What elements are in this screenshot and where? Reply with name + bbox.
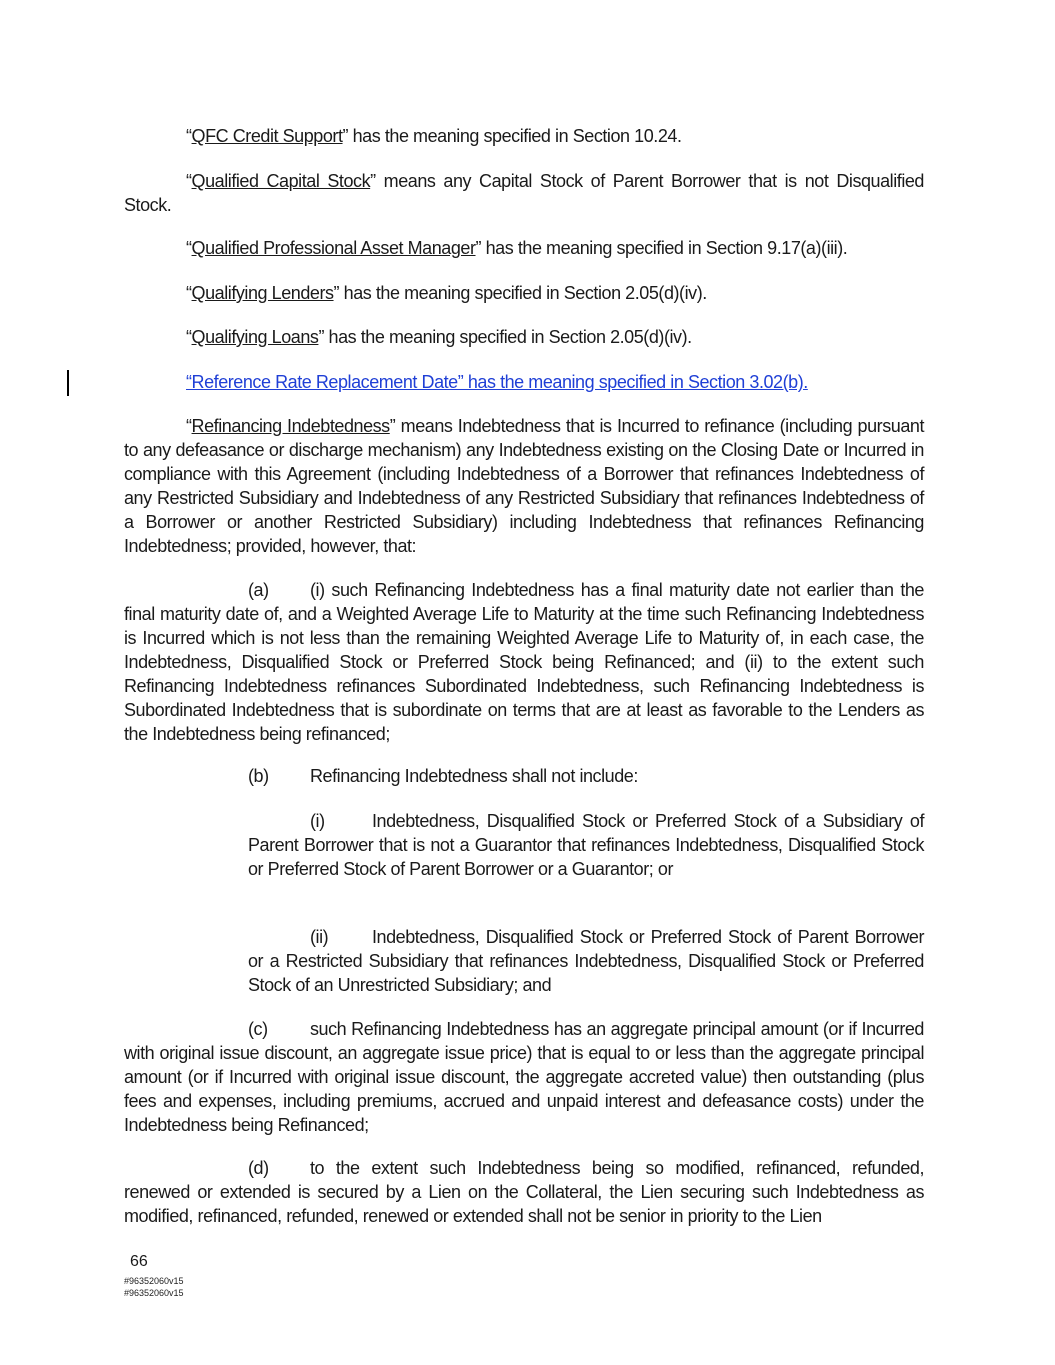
clause-marker: (ii) xyxy=(310,927,329,947)
open-quote: “ xyxy=(186,171,192,191)
definition-text: ” means Indebtedness that is Incurred to refinance (including pursuant to any defeasance or discharge mechanism) any Indebtedness existing on the Closing Date or Incurred in compliance with this Agreement (including Indebtedness of a Borrower that refinances Indebtedness of any Restricted Subsidiary and Indebtedness of any Restricted Subsidiary that refinances Indebtedness of a Borrower or another Restricted Subsidiary) including Indebtedness that refinances Refinancing Indebtedness; provided, however, that: xyxy=(124,416,924,556)
clause-c xyxy=(124,1017,924,1137)
open-quote: “ xyxy=(186,327,192,347)
definition-qualifying-lenders xyxy=(124,281,924,305)
defined-term: Refinancing Indebtedness xyxy=(191,416,390,436)
clause-b-ii xyxy=(248,925,924,997)
clause-marker: (c) xyxy=(248,1019,268,1039)
defined-term: Qualified Capital Stock xyxy=(191,171,371,191)
clause-text: such Refinancing Indebtedness has an aggregate principal amount (or if Incurred with original issue discount, an aggregate issue price) that is equal to or less than the aggregate principal amount (or if Incurred with original issue discount, the aggregate accreted value) then outstanding (plus fees and expenses, including premiums, accrued and unpaid interest and defeasance costs) under the Indebtedness being Refinanced; xyxy=(124,1019,924,1135)
defined-term: QFC Credit Support xyxy=(191,126,343,146)
open-quote: “ xyxy=(186,126,192,146)
open-quote: “ xyxy=(186,238,192,258)
clause-b-i xyxy=(248,809,924,881)
clause-text: (i) such Refinancing Indebtedness has a final maturity date not earlier than the final maturity date of, and a Weighted Average Life to Maturity at the time such Refinancing Indebtedness is Incurred which is not less than the remaining Weighted Average Life to Maturity of, in each case, the Indebtedness, Disqualified Stock or Preferred Stock being Refinanced; and (ii) to the extent such Refinancing Indebtedness refinances Subordinated Indebtedness, such Refinancing Indebtedness is Subordinated Indebtedness that is subordinate on terms that are at least as favorable to the Lenders as the Indebtedness being refinanced; xyxy=(124,580,924,744)
definition-qfc-credit-support xyxy=(124,124,924,148)
open-quote: “ xyxy=(186,416,192,436)
defined-term: Qualifying Loans xyxy=(191,327,319,347)
definition-text: ” has the meaning specified in Section 2.05(d)(iv). xyxy=(318,327,692,347)
definition-qualifying-loans xyxy=(124,325,924,349)
clause-b xyxy=(124,764,924,788)
inserted-text: “Reference Rate Replacement Date” has the meaning specified in Section 3.02(b). xyxy=(186,372,808,392)
defined-term: Qualified Professional Asset Manager xyxy=(191,238,476,258)
definition-reference-rate-replacement-date xyxy=(124,370,924,394)
open-quote: “ xyxy=(186,283,192,303)
clause-marker: (b) xyxy=(248,766,269,786)
clause-text: Refinancing Indebtedness shall not include: xyxy=(310,766,638,786)
definition-text: ” has the meaning specified in Section 9.17(a)(iii). xyxy=(475,238,848,258)
definition-qualified-capital-stock xyxy=(124,169,924,217)
clause-text: Indebtedness, Disqualified Stock or Preferred Stock of Parent Borrower or a Restricted Subsidiary that refinances Indebtedness, Disqualified Stock or Preferred Stock of an Unrestricted Subsidiary; and xyxy=(248,927,924,995)
clause-marker: (d) xyxy=(248,1158,269,1178)
clause-a xyxy=(124,578,924,746)
clause-text: to the extent such Indebtedness being so modified, refinanced, refunded, renewed or extended is secured by a Lien on the Collateral, the Lien securing such Indebtedness as modified, refinanced, refunded, renewed or extended shall not be senior in priority to the Lien xyxy=(124,1158,924,1226)
defined-term: Qualifying Lenders xyxy=(191,283,334,303)
clause-marker: (a) xyxy=(248,580,269,600)
clause-d xyxy=(124,1156,924,1228)
definition-text: ” means any Capital Stock of Parent Borrower that is not Disqualified Stock. xyxy=(124,171,924,215)
document-id: #96352060v15 xyxy=(124,1288,184,1298)
clause-marker: (i) xyxy=(310,811,325,831)
definition-text: ” has the meaning specified in Section 10.24. xyxy=(342,126,682,146)
definition-refinancing-indebtedness xyxy=(124,414,924,558)
page-number: 66 xyxy=(130,1253,148,1270)
definition-text: ” has the meaning specified in Section 2.05(d)(iv). xyxy=(333,283,707,303)
definition-qualified-professional-asset-manager xyxy=(124,236,924,260)
document-id: #96352060v15 xyxy=(124,1276,184,1286)
change-bar xyxy=(67,370,69,396)
clause-text: Indebtedness, Disqualified Stock or Preferred Stock of a Subsidiary of Parent Borrower that is not a Guarantor that refinances Indebtedness, Disqualified Stock or Preferred Stock of Parent Borrower or a Guarantor; or xyxy=(248,811,924,879)
